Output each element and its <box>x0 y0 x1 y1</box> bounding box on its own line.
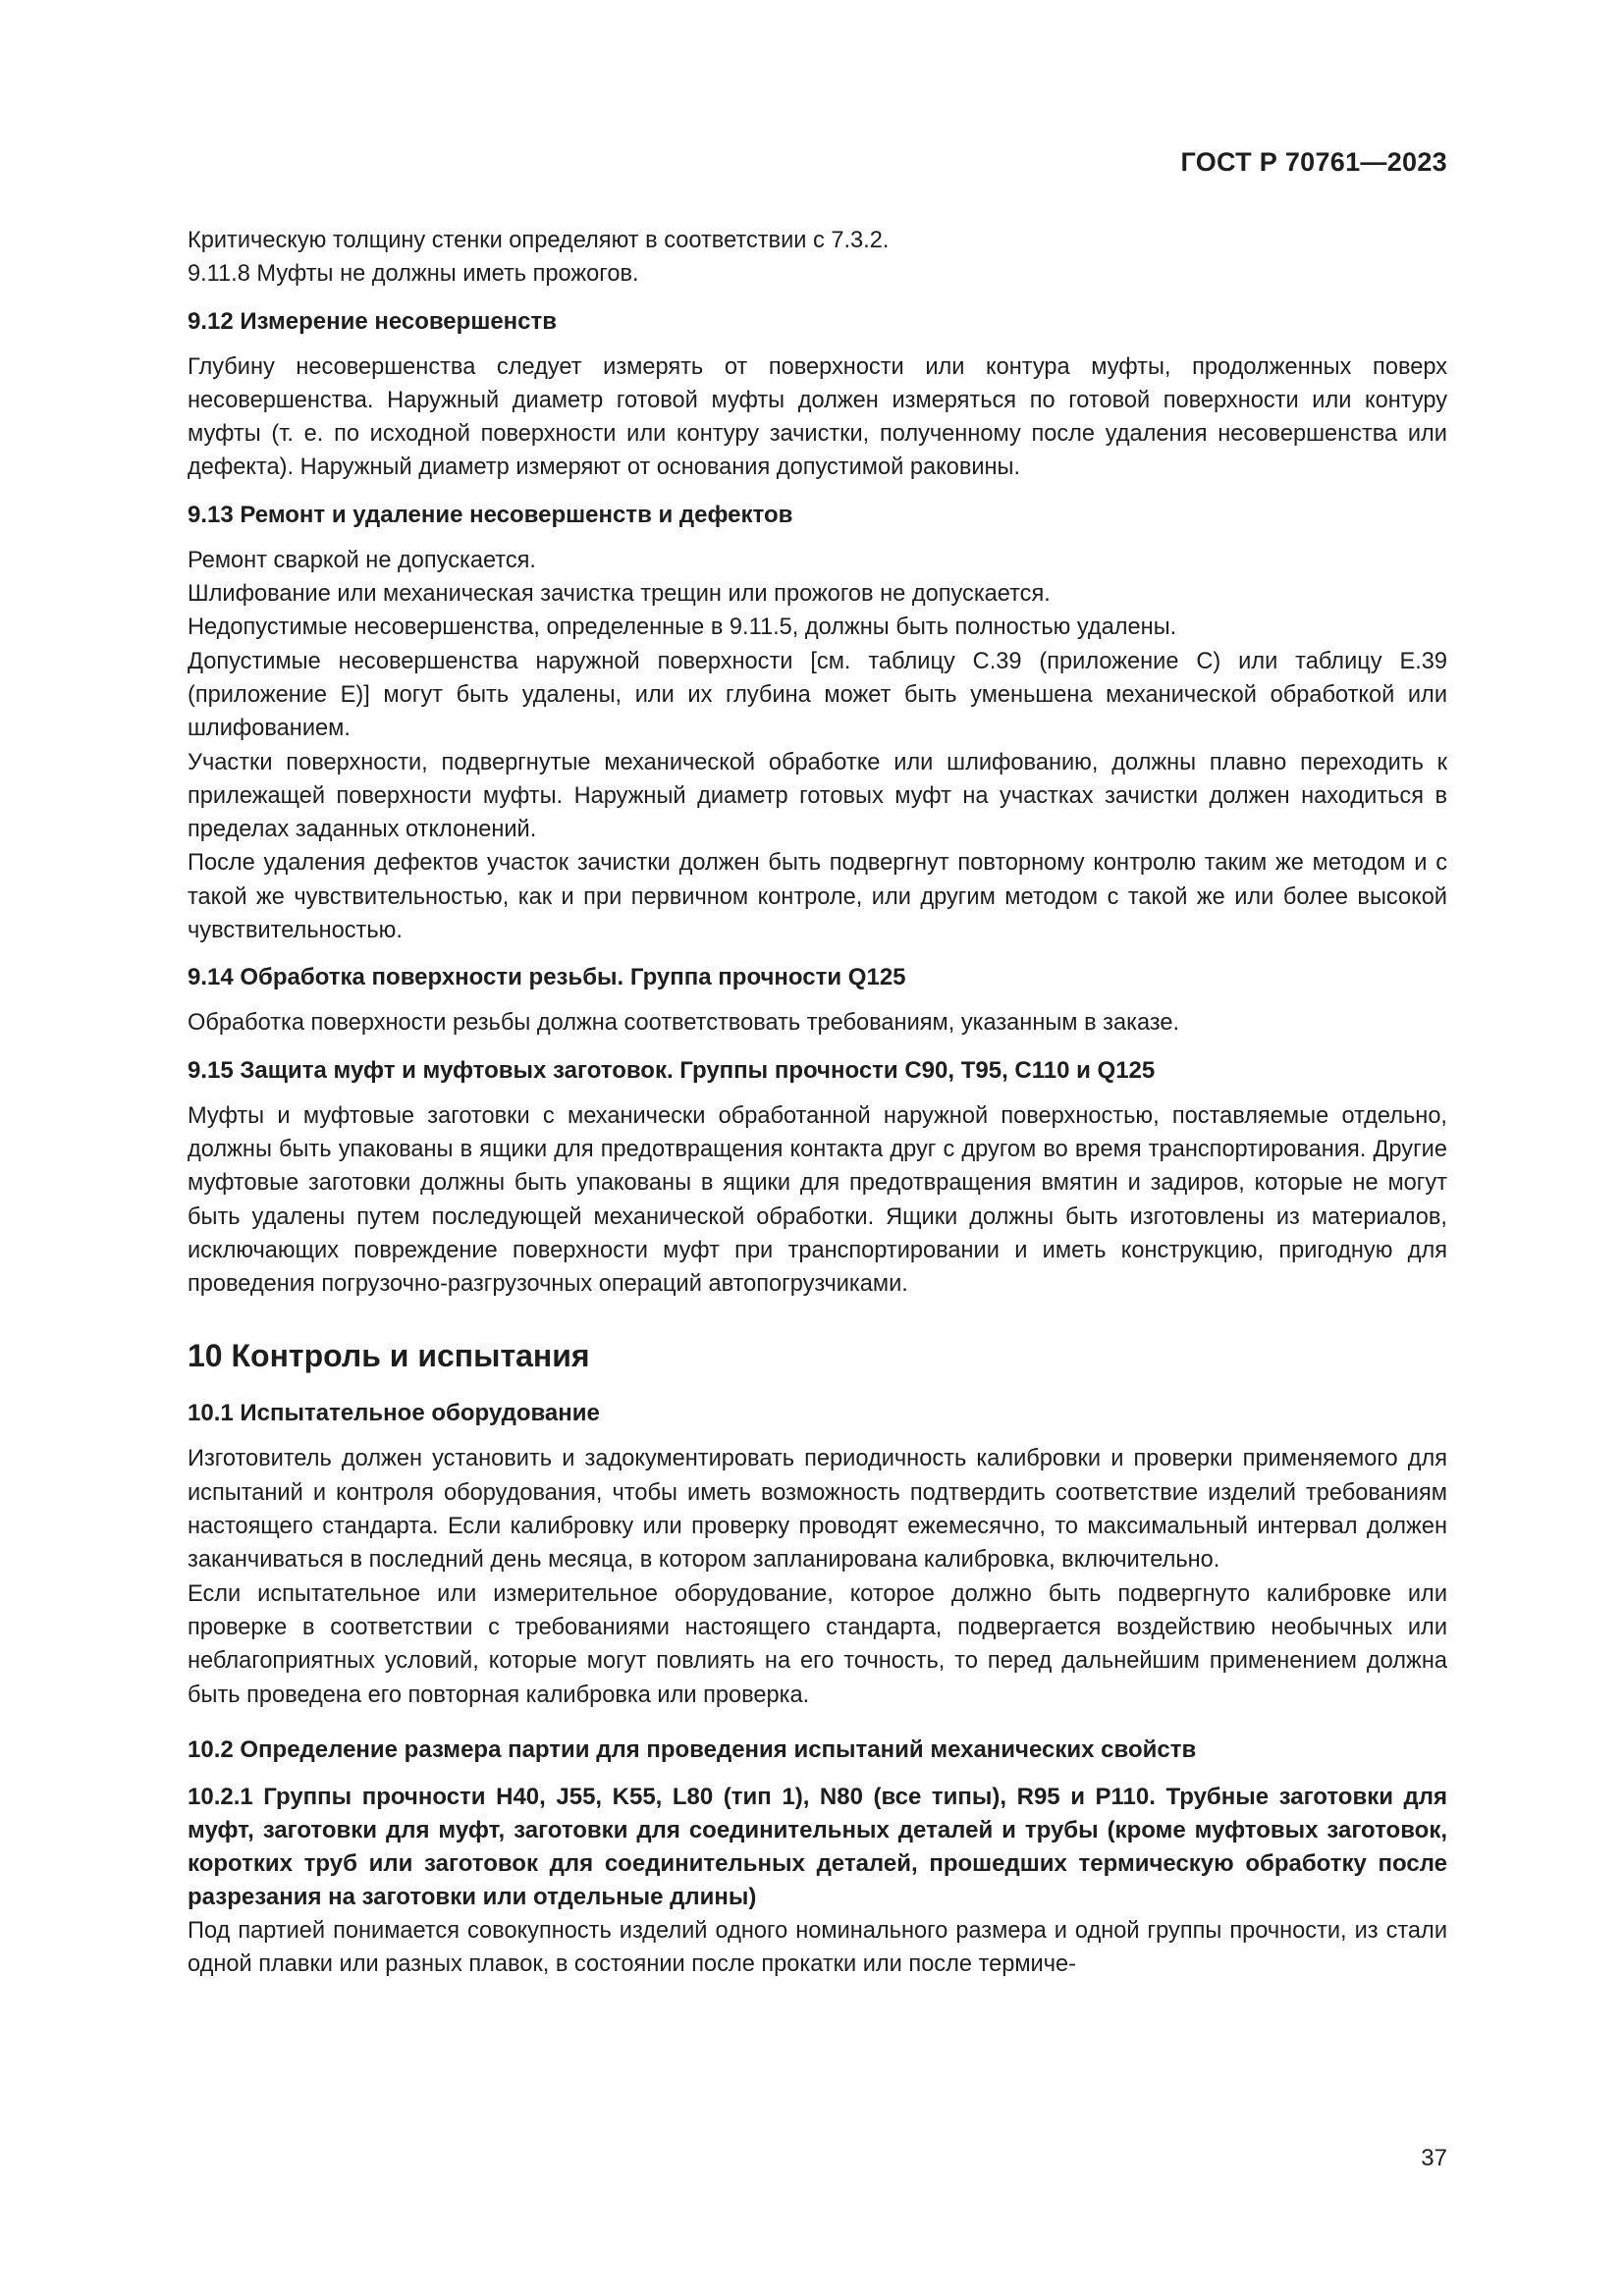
section-heading-9-14: 9.14 Обработка поверхности резьбы. Группа прочности Q125 <box>188 964 906 991</box>
section-heading-9-15: 9.15 Защита муфт и муфтовых заготовок. Группы прочности С90, Т95, С110 и Q125 <box>188 1056 1156 1084</box>
section-heading-10-1: 10.1 Испытательное оборудование <box>188 1400 600 1427</box>
paragraph: 9.11.8 Муфты не должны иметь прожогов. <box>188 261 639 288</box>
paragraph: Муфты и муфтовые заготовки с механически обработанной наружной поверхностью, поставляемые отдельно, должны быть упакованы в ящики для предотвращения контакта друг с другом во время транспортирования. Другие муфтовые заготовки должны быть упакованы в ящики для предотвращения вмятин и задиров, которые не могут быть удалены путем последующей механической обработки. Ящики должны быть изготовлены из материалов, исключающих повреждение поверхности муфт при транспортировании и иметь конструкцию, пригодную для проведения погрузочно-разгрузочных операций автопогрузчиками. <box>188 1102 1447 1298</box>
document-body <box>188 224 1447 1981</box>
chapter-heading-10: 10 Контроль и испытания <box>188 1338 590 1374</box>
document-id-header: ГОСТ Р 70761—2023 <box>1180 147 1447 177</box>
paragraph: Под партией понимается совокупность изделий одного номинального размера и одной группы прочности, из стали одной плавки или разных плавок, в состоянии после прокатки или после термиче- <box>188 1917 1447 1978</box>
paragraph: Участки поверхности, подвергнутые механической обработке или шлифованию, должны плавно переходить к прилежащей поверхности муфты. Наружный диаметр готовых муфт на участках зачистки должен находиться в пределах заданных отклонений. <box>188 749 1447 843</box>
paragraph: Обработка поверхности резьбы должна соответствовать требованиям, указанным в заказе. <box>188 1010 1180 1037</box>
section-heading-9-12: 9.12 Измерение несовершенств <box>188 307 558 335</box>
paragraph: Шлифование или механическая зачистка трещин или прожогов не допускается. <box>188 581 1051 608</box>
paragraph: Допустимые несовершенства наружной поверхности [см. таблицу С.39 (приложение С) или таблицу Е.39 (приложение Е)] могут быть удалены, или их глубина может быть уменьшена механической обработкой или шлифованием. <box>188 648 1447 742</box>
paragraph: Критическую толщину стенки определяют в соответствии с 7.3.2. <box>188 228 890 253</box>
paragraph: Глубину несовершенства следует измерять от поверхности или контура муфты, продолженных поверх несовершенства. Наружный диаметр готовой муфты должен измеряться по готовой поверхности или контуру муфты (т. е. по исходной поверхности или контуру зачистки, полученному после удаления несовершенства или дефекта). Наружный диаметр измеряют от основания допустимой раковины. <box>188 353 1447 481</box>
paragraph: Недопустимые несовершенства, определенные в 9.11.5, должны быть полностью удалены. <box>188 614 1177 641</box>
document-page <box>188 0 1447 2296</box>
paragraph: Изготовитель должен установить и задокументировать периодичность калибровки и проверки применяемого для испытаний и контроля оборудования, чтобы иметь возможность подтвердить соответствие изделий требованиям настоящего стандарта. Если калибровку или проверку проводят ежемесячно, то максимальный интервал должен заканчиваться в последний день месяца, в котором запланирована калибровка, включительно. <box>188 1446 1447 1574</box>
section-heading-10-2: 10.2 Определение размера партии для проведения испытаний механических свойств <box>188 1735 1197 1763</box>
page-number: 37 <box>1421 2145 1447 2171</box>
section-heading-10-2-1: 10.2.1 Группы прочности Н40, J55, K55, L80 (тип 1), N80 (все типы), R95 и Р110. Трубные заготовки для муфт, заготовки для муфт, заготовки для соединительных деталей и трубы (кроме муфтовых заготовок, коротких труб или заготовок для соединительных деталей, прошедших термическую обработку после разрезания на заготовки или отдельные длины) <box>188 1783 1447 1910</box>
paragraph: Ремонт сваркой не допускается. <box>188 547 536 573</box>
paragraph: Если испытательное или измерительное оборудование, которое должно быть подвергнуто калибровке или проверке в соответствии с требованиями настоящего стандарта, подвергается воздействию необычных или неблагоприятных условий, которые могут повлиять на его точность, то перед дальнейшим применением должна быть проведена его повторная калибровка или проверка. <box>188 1580 1447 1708</box>
section-heading-9-13: 9.13 Ремонт и удаление несовершенств и дефектов <box>188 501 793 528</box>
paragraph: После удаления дефектов участок зачистки должен быть подвергнут повторному контролю таким же методом и с такой же чувствительностью, как и при первичном контроле, или другим методом с такой же или более высокой чувствительностью. <box>188 850 1447 944</box>
